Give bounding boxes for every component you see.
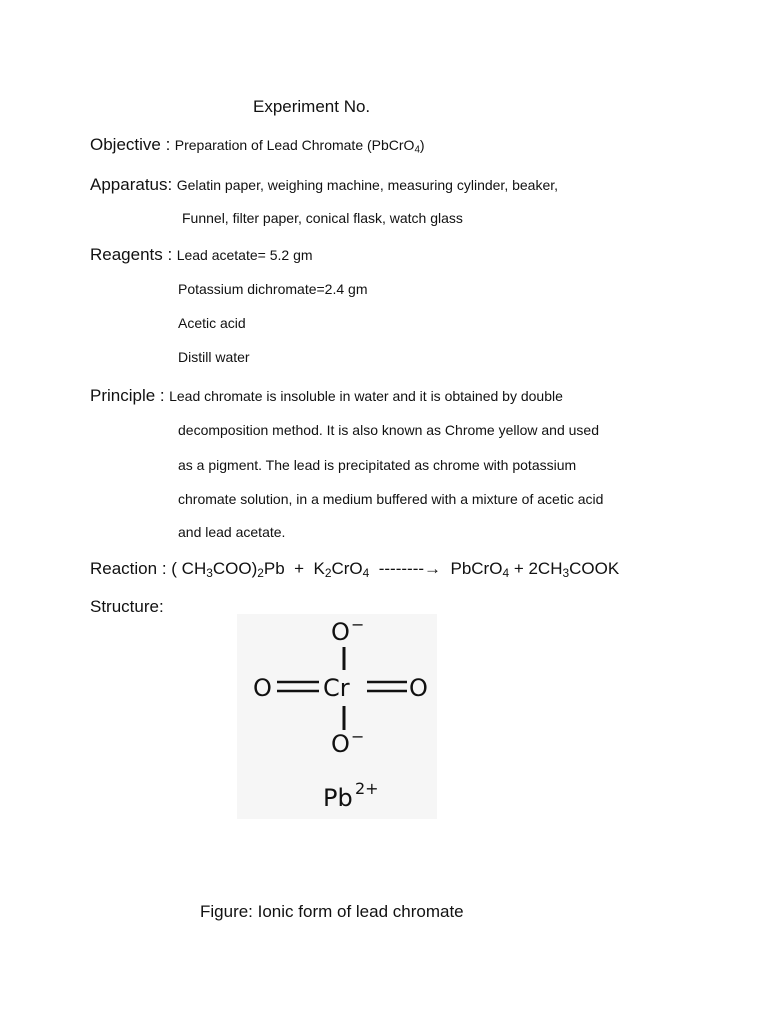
reactant-2-part: CrO [331,559,363,578]
principle-text-line: and lead acetate. [178,524,286,540]
reactant-1-part: COO) [212,559,258,578]
lead-ion: Pb [323,784,353,812]
apparatus-text-2: Funnel, filter paper, conical flask, watch glass [182,210,463,226]
oxygen-bottom-charge: − [351,727,365,746]
reactant-potassium-chromate [314,559,370,578]
reaction-equation [90,559,620,580]
principle-line-1 [90,387,563,405]
product-2-part: COOK [569,559,620,578]
reagent-item: Potassium dichromate=2.4 gm [178,281,368,297]
reactant-2-sub: 4 [362,565,370,580]
principle-text-line: chromate solution, in a medium buffered with a mixture of acetic acid [178,491,604,507]
reagent-item: Acetic acid [178,315,246,331]
oxygen-left-atom: O [253,674,272,702]
figure-caption: Figure: Ionic form of lead chromate [200,902,464,921]
product-1-part: PbCrO [450,559,503,578]
reagents-label: Reagents : [90,245,173,264]
oxygen-top-atom: O [331,618,350,646]
reactant-1-sub: 3 [206,565,213,580]
product-potassium-acetate [514,559,619,578]
oxygen-bottom-atom: O [331,730,350,758]
oxygen-top-charge: − [351,615,365,634]
chromate-structure-diagram [237,614,437,819]
chromium-atom: Cr [323,674,350,702]
reagent-item: Lead acetate= 5.2 gm [176,247,313,263]
apparatus-line-1 [90,176,558,194]
product-2-sub: 3 [562,565,570,580]
principle-label: Principle : [90,386,165,405]
experiment-title: Experiment No. [253,97,371,116]
reactant-1-sub: 2 [257,565,264,580]
principle-text-line: Lead chromate is insoluble in water and it is obtained by double [169,388,563,404]
reagent-item: Distill water [178,349,250,365]
reactant-1-part: Pb [263,559,285,578]
objective-line [90,136,425,154]
objective-subscript: 4 [414,144,420,156]
structure-label: Structure: [90,597,164,616]
objective-text-main: Preparation of Lead Chromate (PbCrO [174,137,415,153]
lead-ion-charge: 2+ [355,779,379,798]
principle-text-line: decomposition method. It is also known as Chrome yellow and used [178,422,599,438]
product-lead-chromate [450,559,509,578]
objective-text-close: ) [419,137,425,153]
product-2-part: + 2CH [513,559,563,578]
principle-text-line: as a pigment. The lead is precipitated as chrome with potassium [178,457,577,473]
product-1-sub: 4 [502,565,510,580]
reactant-lead-acetate [171,559,284,578]
reagents-line-1 [90,246,313,264]
reactant-1-part: ( CH [171,559,207,578]
apparatus-text-1: Gelatin paper, weighing machine, measuring cylinder, beaker, [176,177,559,193]
plus-sign: + [294,559,305,578]
apparatus-label: Apparatus: [90,175,173,194]
reaction-label: Reaction : [90,559,167,578]
reactant-2-sub: 2 [324,565,332,580]
oxygen-right-atom: O [409,674,428,702]
objective-label: Objective : [90,135,171,154]
reaction-arrow: --------→ [378,559,442,578]
objective-text [174,137,425,156]
reactant-2-part: K [313,559,325,578]
